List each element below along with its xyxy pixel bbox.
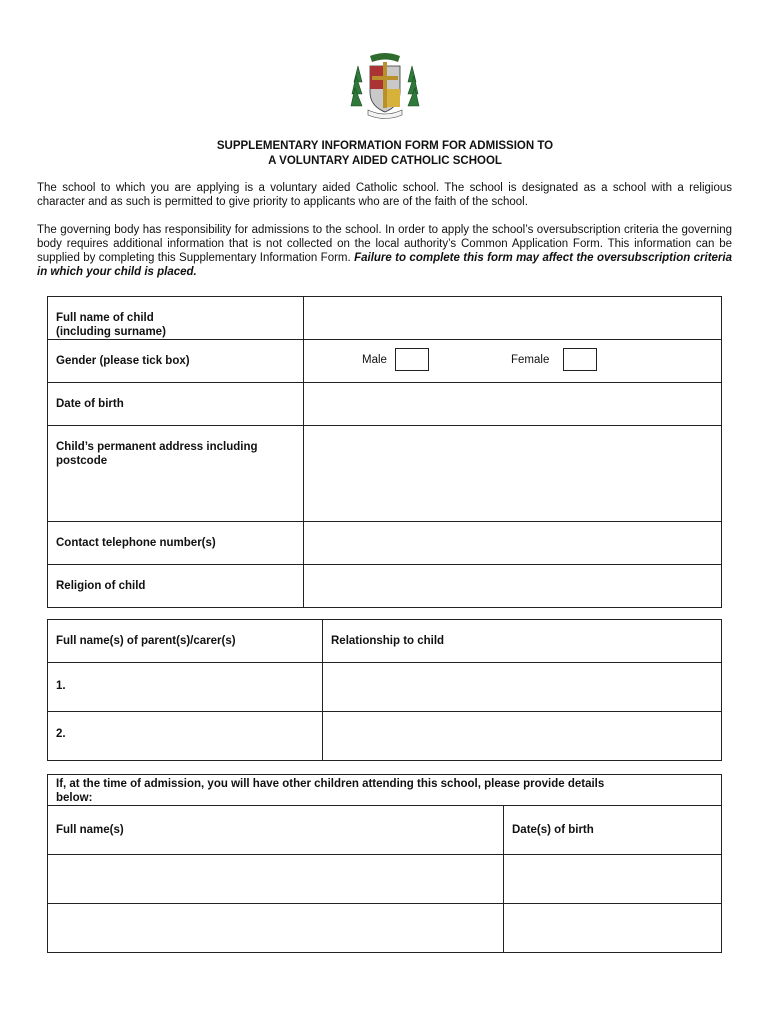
child-details-table — [47, 296, 722, 608]
full-name-label — [48, 297, 304, 340]
parent-details-table — [47, 619, 722, 761]
title-line-1: SUPPLEMENTARY INFORMATION FORM FOR ADMISSION TO — [216, 140, 554, 152]
religion-label-text: Religion of child — [56, 580, 146, 592]
dob-label-text: Date of birth — [56, 398, 124, 410]
siblings-instructions-line2: below: — [56, 792, 93, 804]
parent-1-number: 1. — [56, 680, 66, 692]
sibling-dob-header — [504, 806, 722, 855]
table-row — [48, 383, 722, 426]
parent-name-header — [48, 620, 323, 663]
table-row — [48, 522, 722, 565]
table-row — [48, 904, 722, 953]
sibling-2-name-field[interactable] — [48, 904, 504, 953]
full-name-field[interactable] — [304, 297, 722, 340]
religion-field[interactable] — [304, 565, 722, 608]
parent-2-name-field[interactable] — [48, 712, 323, 761]
siblings-instructions — [48, 775, 722, 806]
title-line-2: A VOLUNTARY AIDED CATHOLIC SCHOOL — [268, 155, 502, 167]
parent-2-number: 2. — [56, 728, 66, 740]
female-checkbox[interactable] — [563, 348, 597, 371]
sibling-2-dob-field[interactable] — [504, 904, 722, 953]
siblings-table — [47, 774, 722, 953]
table-row — [48, 565, 722, 608]
phone-label — [48, 522, 304, 565]
parent-1-relationship-field[interactable] — [323, 663, 722, 712]
full-name-label-line2: (including surname) — [56, 326, 166, 338]
sibling-1-dob-field[interactable] — [504, 855, 722, 904]
phone-label-text: Contact telephone number(s) — [56, 537, 216, 549]
intro-paragraph-2-text: The governing body has responsibility for admissions to the school. In order to apply the school’s oversubscription criteria the governing body requires additional information that is not collected on the local authority’s Common Application Form. This information can be supplied by completing this Supplementary Information Form. — [37, 224, 732, 264]
sibling-1-name-field[interactable] — [48, 855, 504, 904]
table-row — [48, 712, 722, 761]
intro-paragraph-2 — [37, 223, 732, 279]
relationship-header-text: Relationship to child — [331, 635, 445, 647]
table-row — [48, 620, 722, 663]
parent-1-name-field[interactable] — [48, 663, 323, 712]
intro-paragraph-1: The school to which you are applying is a voluntary aided Catholic school. The school is designated as a school with a religious character and as such is permitted to give priority to applicants who are of the faith of the school. — [37, 182, 732, 208]
relationship-header — [323, 620, 722, 663]
form-title — [0, 139, 770, 169]
gender-label — [48, 340, 304, 383]
female-label: Female — [511, 354, 550, 366]
sibling-dob-header-text: Date(s) of birth — [512, 824, 594, 836]
table-row — [48, 426, 722, 522]
table-row — [48, 855, 722, 904]
intro-warning: Failure to complete this form may affect the oversubscription criteria in which your child is placed. — [37, 252, 732, 278]
address-label-line1: Child’s permanent address including — [56, 441, 258, 453]
gender-field — [304, 340, 722, 383]
religion-label — [48, 565, 304, 608]
sibling-name-header-text: Full name(s) — [56, 824, 124, 836]
table-row — [48, 663, 722, 712]
address-label-line2: postcode — [56, 455, 108, 467]
table-row — [48, 340, 722, 383]
address-label — [48, 426, 304, 522]
table-row — [48, 806, 722, 855]
parent-2-relationship-field[interactable] — [323, 712, 722, 761]
school-crest-logo — [350, 52, 420, 122]
address-field[interactable] — [304, 426, 722, 522]
parent-name-header-text: Full name(s) of parent(s)/carer(s) — [56, 635, 236, 647]
table-row — [48, 775, 722, 806]
dob-field[interactable] — [304, 383, 722, 426]
siblings-instructions-line1: If, at the time of admission, you will have other children attending this school, please provide details — [56, 778, 605, 790]
gender-label-text: Gender (please tick box) — [56, 355, 190, 367]
full-name-label-line1: Full name of child — [56, 312, 154, 324]
table-row — [48, 297, 722, 340]
male-label: Male — [362, 354, 387, 366]
dob-label — [48, 383, 304, 426]
sibling-name-header — [48, 806, 504, 855]
phone-field[interactable] — [304, 522, 722, 565]
male-checkbox[interactable] — [395, 348, 429, 371]
